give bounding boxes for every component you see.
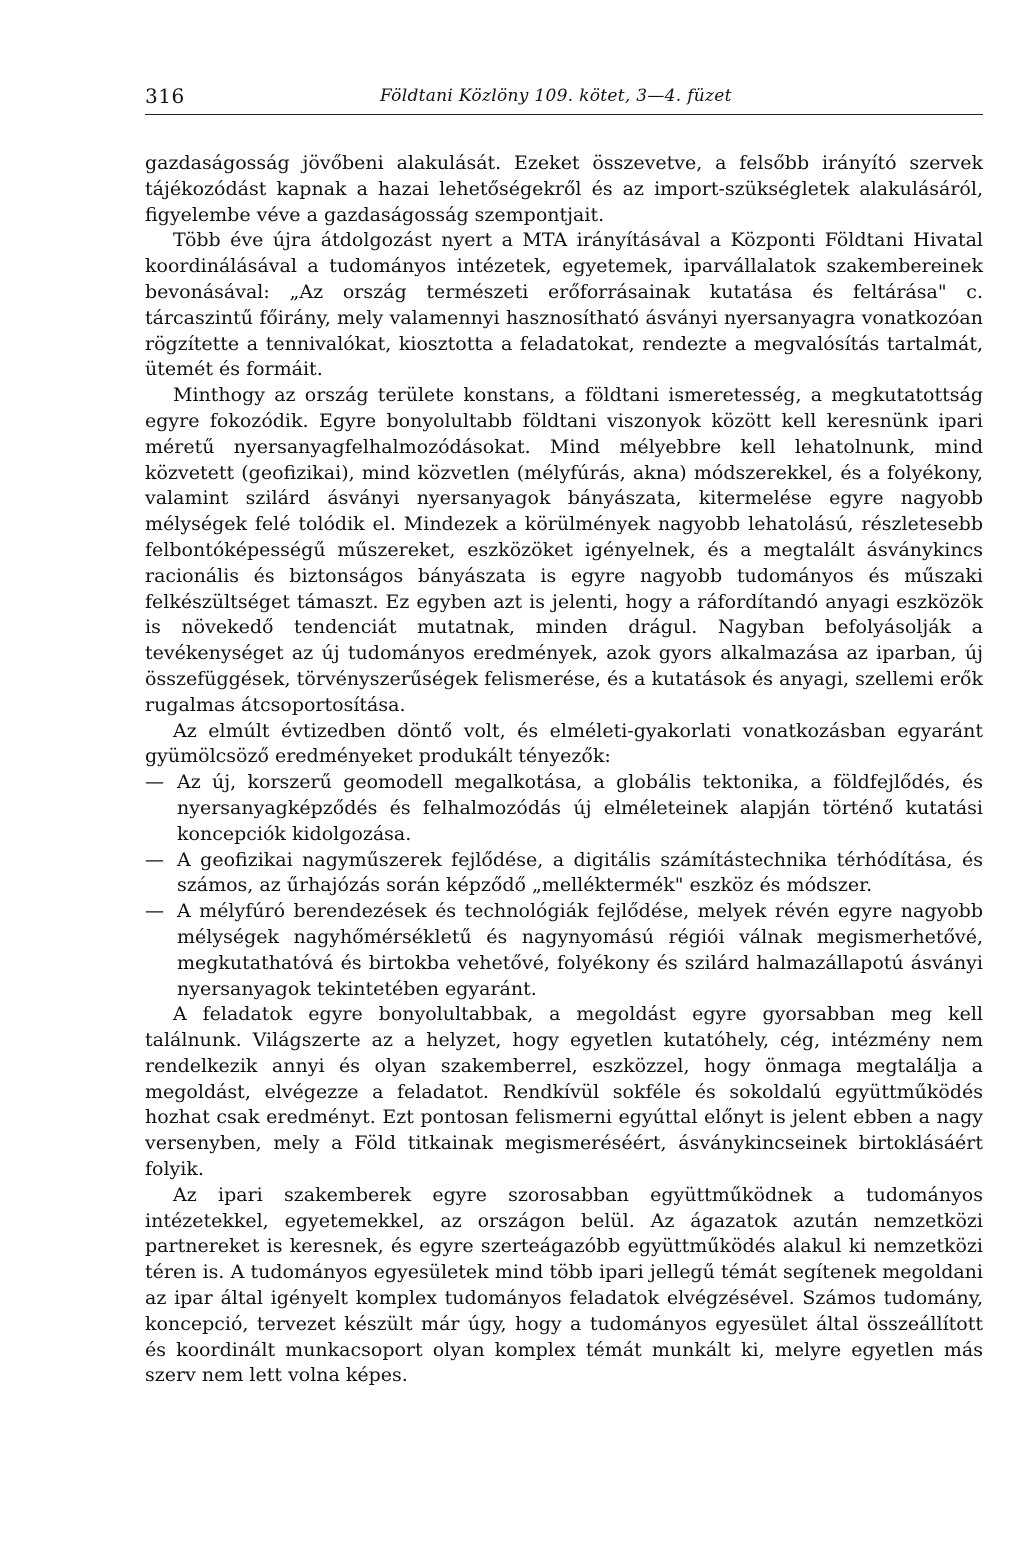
body-text — [145, 151, 983, 1389]
page-number: 316 — [145, 84, 185, 108]
list-item: — A mélyfúró berendezések és technológiák fejlődése, melyek révén egyre nagyobb mélységek nagyhőmérsékletű és nagynyomású régiói válnak megismerhetővé, megkutathatóvá és birtokba vehetővé, folyékony és szilárd halmazállapotú ásványi nyersanyagok tekintetében egyaránt. — [145, 899, 983, 1002]
running-header — [145, 80, 983, 115]
paragraph-continuation: gazdaságosság jövőbeni alakulását. Ezeket összevetve, a felsőbb irányító szervek tájékozódást kapnak a hazai lehetőségekről és az import-szükségletek alakulásáról, figyelembe véve a gazdaságosság szempontjait. — [145, 152, 983, 226]
list-item: — Az új, korszerű geomodell megalkotása, a globális tektonika, a földfejlődés, és nyersanyagképződés és felhalmozódás új elméleteinek alapján történő kutatási koncepciók kidolgozása. — [145, 770, 983, 847]
factor-list — [145, 770, 983, 1002]
journal-title: Földtani Közlöny 109. kötet, 3—4. füzet — [380, 86, 732, 106]
paragraph: A feladatok egyre bonyolultabbak, a megoldást egyre gyorsabban meg kell találnunk. Világszerte az a helyzet, hogy egyetlen kutatóhely, cég, intézmény nem rendelkezik annyi és olyan szakemberrel, eszközzel, hogy önmaga megtalálja a megoldást, elvégezze a feladatot. Rendkívül sokféle és sokoldalú együttműködés hozhat csak eredményt. Ezt pontosan felismerni egyúttal előnyt is jelent ebben a nagy versenyben, mely a Föld titkainak megismeréséért, ásványkincseinek birtoklásáért folyik. — [145, 1003, 983, 1181]
paragraph: Minthogy az ország területe konstans, a földtani ismeretesség, a megkutatottság egyre fokozódik. Egyre bonyolultabb földtani viszonyok között kell keresnünk ipari méretű nyersanyagfelhalmozódásokat. Mind mélyebbre kell lehatolnunk, mind közvetett (geofizikai), mind közvetlen (mélyfúrás, akna) módszerekkel, és a folyékony, valamint szilárd ásványi nyersanyagok bányászata, kitermelése egyre nagyobb mélységek felé tolódik el. Mindezek a körülmények nagyobb lehatolású, részletesebb felbontóképességű műszereket, eszközöket igényelnek, és a megtalált ásványkincs racionális és biztonságos bányászata is egyre nagyobb tudományos és műszaki felkészültséget támaszt. Ez egyben azt is jelenti, hogy a ráfordítandó anyagi eszközök is növekedő tendenciát mutatnak, minden drágul. Nagyban befolyásolják a tevékenységet az új tudományos eredmények, azok gyors alkalmazása az iparban, új összefüggések, törvényszerűségek felismerése, és a kutatások és anyagi, szellemi erők rugalmas átcsoportosítása. — [145, 384, 983, 716]
paragraph: Az elmúlt évtizedben döntő volt, és elméleti-gyakorlati vonatkozásban egyaránt gyümölcsöző eredményeket produkált tényezők: — [145, 719, 983, 768]
document-page — [145, 80, 983, 1389]
list-item: — A geofizikai nagyműszerek fejlődése, a digitális számítástechnika térhódítása, és számos, az űrhajózás során képződő „melléktermék" eszköz és módszer. — [145, 848, 983, 900]
paragraph: Több éve újra átdolgozást nyert a MTA irányításával a Központi Földtani Hivatal koordinálásával a tudományos intézetek, egyetemek, iparvállalatok szakembereinek bevonásával: „Az ország természeti erőforrásainak kutatása és feltárása" c. tárcaszintű főirány, mely valamennyi hasznosítható ásványi nyersanyagra vonatkozóan rögzítette a tennivalókat, kiosztotta a feladatokat, rendezte a megvalósítás tartalmát, ütemét és formáit. — [145, 229, 983, 381]
paragraph: Az ipari szakemberek egyre szorosabban együttműködnek a tudományos intézetekkel, egyetemekkel, az országon belül. Az ágazatok azután nemzetközi partnereket is keresnek, és egyre szerteágazóbb együttműködés alakul ki nemzetközi téren is. A tudományos egyesületek mind több ipari jellegű témát segítenek megoldani az ipar által igényelt komplex tudományos feladatok elvégzésével. Számos tudomány, koncepció, tervezet készült már úgy, hogy a tudományos egyesület által összeállított és koordinált munkacsoport olyan komplex témát munkált ki, melyre egyetlen más szerv nem lett volna képes. — [145, 1183, 983, 1387]
